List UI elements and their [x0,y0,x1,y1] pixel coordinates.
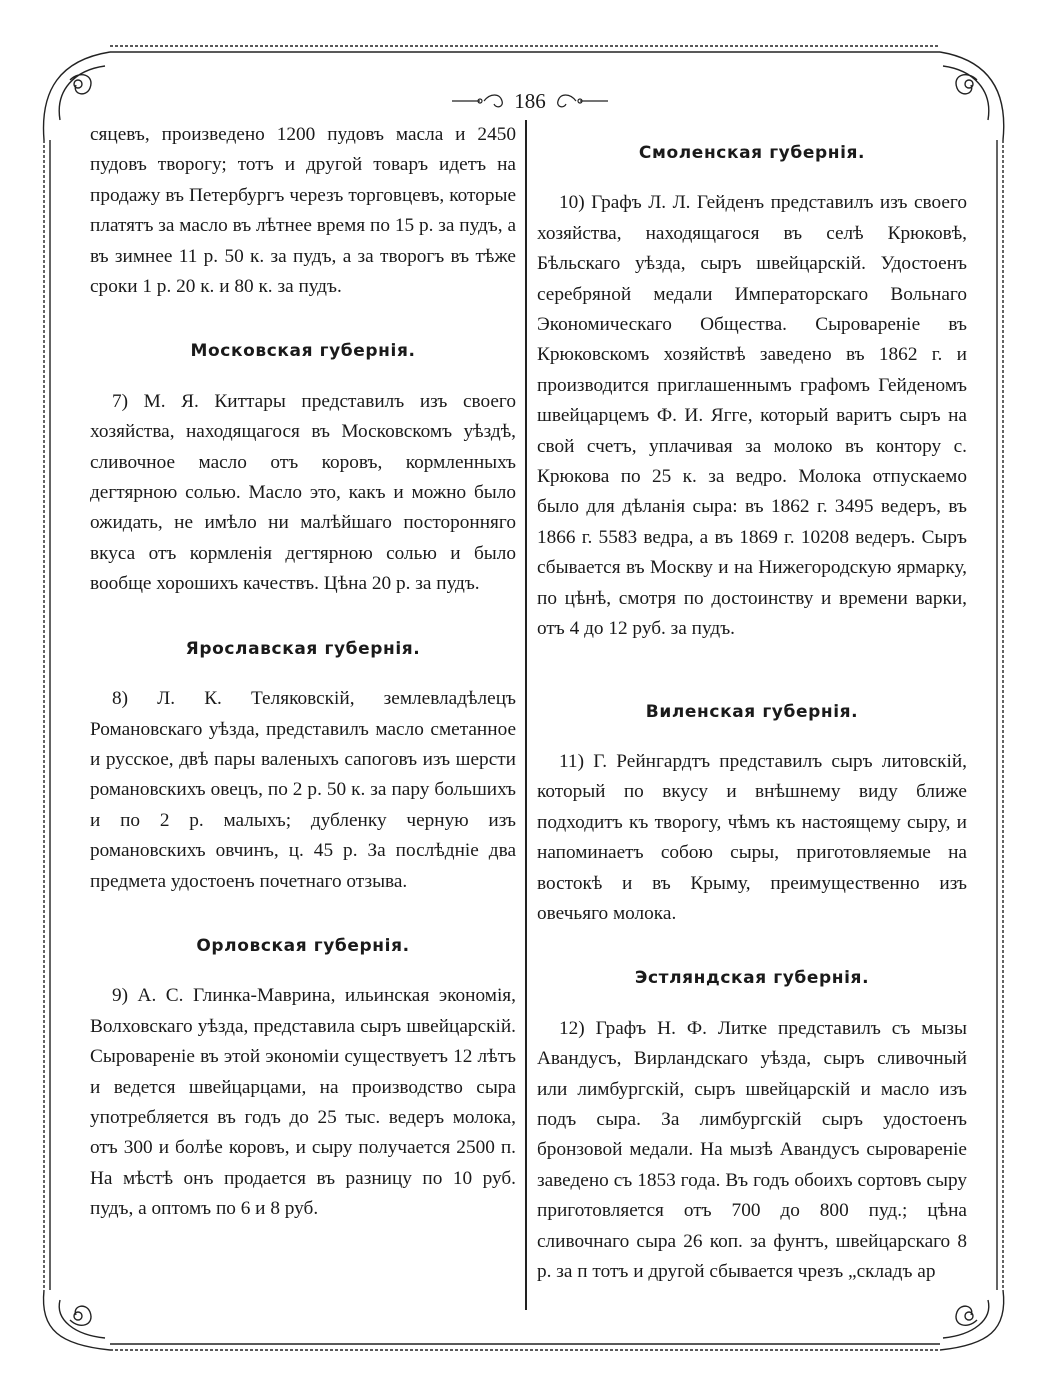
entry-11: 11) Г. Рейнгардтъ представилъ сыръ литовскій, который по вкусу и внѣшнему виду ближе подходитъ къ творогу, чѣмъ къ настоящему сыру, и напоминаетъ собою сыры, приготовляемые на востокѣ и въ Крыму, преимущественно изъ овечьяго молока. [537,750,967,924]
heading-orel: Орловская губернія. [196,935,410,956]
left-column [90,120,516,1225]
entry-10: 10) Графъ Л. Л. Гейденъ представилъ изъ своего хозяйства, находящагося въ селѣ Крюковѣ, Бѣльскаго уѣзда, сыръ швейцарскій. Удостоенъ серебряной медали Императорскаго Вольнаго Экономическаго Общества. Сыровареніе въ Крюковскомъ хозяйствѣ заведено въ 1862 г. и производится приглашеннымъ графомъ Гейденомъ швейцарцемъ Ф. И. Ягге, который варитъ сыръ на свой счетъ, уплачивая за молоко въ контору с. Крюкова по 25 к. за ведро. Молока отпускаемо было для дѣланія сыра: въ 1862 г. 3495 ведеръ, въ 1866 г. 5583 ведра, а въ 1869 г. 10208 ведеръ. Сыръ сбывается въ Москву и на Нижегородскую ярмарку, по цѣнѣ, смотря по достоинству и времени варки, отъ 4 до 12 руб. за пудъ. [537,192,967,640]
heading-vilna: Виленская губернія. [645,701,859,722]
heading-yaroslavl: Ярославская губернія. [185,638,421,659]
column-divider [525,120,527,1310]
page-number-text: 186 [514,89,546,113]
entry-8: 8) Л. К. Теляковскій, землевладѣлецъ Романовскаго уѣзда, представилъ масло сметанное и русское, двѣ пары валеныхъ сапоговъ изъ шерсти романовскихъ овецъ, по 2 р. 50 к. за пару большихъ и по 2 р. малыхъ; дубленку черную изъ романовскихъ овчинъ, ц. 45 р. За послѣдніе два предмета удостоенъ почетнаго отзыва. [90,688,516,892]
heading-smolensk: Смоленская губернія. [638,143,866,163]
paragraph-continued: сяцевъ, произведено 1200 пудовъ масла и 2450 пудовъ творогу; тотъ и другой товаръ идетъ на продажу въ Петербургъ черезъ торговцевъ, которые платятъ за масло въ лѣтнее время по 15 р. за пудъ, а въ зимнее 11 р. 50 к. за пудъ, а за творогъ въ тѣже сроки 1 р. 20 к. и 80 к. за пудъ. [90,124,516,298]
heading-estland: Эстляндская губернія. [634,968,870,989]
entry-7: 7) М. Я. Киттары представилъ изъ своего хозяйства, находящагося въ Московскомъ уѣздѣ, сливочное масло отъ коровъ, кормленныхъ дегтярною солью. Масло это, какъ и можно было ожидать, не имѣло ни малѣйшаго посторонняго вкуса отъ кормленія дегтярною солью и было вообще хорошихъ качествъ. Цѣна 20 р. за пудъ. [90,390,516,595]
entry-12: 12) Графъ Н. Ф. Литке представилъ съ мызы Авандусъ, Вирландскаго уѣзда, сыръ сливочный или лимбургскій, сыръ швейцарскій и масло изъ подъ сыра. За лимбургскій сыръ удостоенъ бронзовой медали. На мызѣ Авандусъ сыровареніе заведено съ 1853 года. Въ годъ обоихъ сортовъ сыру приготовляется отъ 700 до 800 пуд.; цѣна сливочнаго сыра 26 коп. за фунтъ, швейцарскаго 8 р. за п тотъ и другой сбывается чрезъ „складъ ар [537,1017,967,1282]
heading-moscow: Московская губернія. [190,341,416,362]
page-number [380,84,680,118]
entry-9: 9) А. С. Глинка-Маврина, ильинская экономія, Волховскаго уѣзда, представила сыръ швейцарскій. Сыровареніе въ этой экономіи существуетъ 12 лѣтъ и ведется швейцарцами, на производство сыра употребляется въ годъ до 25 тыс. ведеръ молока, отъ 300 и болѣе коровъ, и сыру получается 2500 п. На мѣстѣ онъ продается въ разницу по 10 руб. пудъ, а оптомъ по 6 и 8 руб. [90,985,516,1220]
right-column [537,120,967,1287]
